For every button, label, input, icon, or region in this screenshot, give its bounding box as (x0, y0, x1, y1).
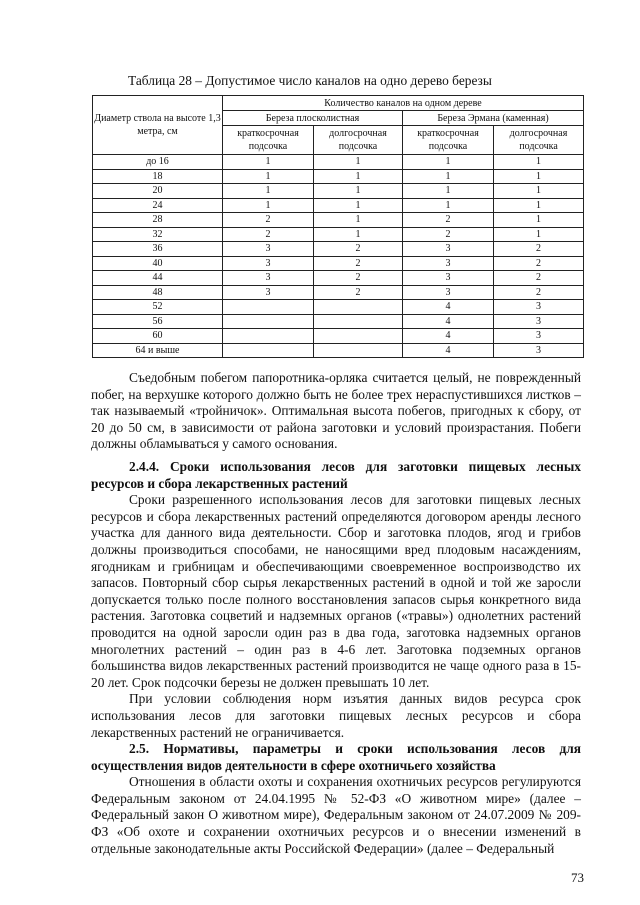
table-row (93, 242, 584, 257)
section-25 (91, 741, 581, 857)
channels-cell (314, 300, 403, 315)
subcol-header: долгосрочная подсочка (494, 126, 584, 155)
channels-cell: 2 (314, 256, 403, 271)
channels-count-header: Количество каналов на одном дереве (223, 96, 584, 111)
channels-cell: 2 (314, 285, 403, 300)
species-header-flatleaf: Береза плосколистная (223, 111, 403, 126)
channels-cell: 2 (223, 213, 314, 228)
channels-cell: 4 (403, 314, 494, 329)
channels-cell: 1 (223, 198, 314, 213)
channels-cell: 1 (403, 169, 494, 184)
paragraph: Отношения в области охоты и сохранения охотничьих ресурсов регулируются Федеральным законом от 24.04.1995 № 52-ФЗ «О животном мире» (далее – Федеральный закон О животном мире), Федеральным законом от 24.07.2009 № 209-ФЗ «Об охоте и сохранении охотничьих ресурсов и о внесении изменений в отдельные законодательные акты Российской Федерации» (далее – Федеральный (91, 774, 581, 856)
channels-cell (223, 329, 314, 344)
fern-paragraph-block (91, 370, 581, 453)
channels-cell: 2 (314, 242, 403, 257)
channels-cell (314, 314, 403, 329)
channels-cell: 1 (494, 155, 584, 170)
table-row (93, 256, 584, 271)
page-number: 73 (571, 870, 584, 885)
channels-cell: 2 (314, 271, 403, 286)
table-body (93, 155, 584, 358)
diameter-cell: 32 (93, 227, 223, 242)
subcol-header: долгосрочная подсочка (314, 126, 403, 155)
channels-cell: 2 (494, 271, 584, 286)
table-row (93, 300, 584, 315)
channels-cell: 2 (223, 227, 314, 242)
channels-cell: 1 (494, 198, 584, 213)
channels-cell: 3 (223, 285, 314, 300)
channels-cell: 1 (403, 198, 494, 213)
species-header-erman: Береза Эрмана (каменная) (403, 111, 584, 126)
table-row (93, 329, 584, 344)
table-row (93, 285, 584, 300)
subcol-header: краткосрочная подсочка (403, 126, 494, 155)
channels-cell (223, 314, 314, 329)
channels-cell: 2 (403, 213, 494, 228)
channels-cell: 4 (403, 329, 494, 344)
diameter-cell: до 16 (93, 155, 223, 170)
channels-cell: 3 (223, 271, 314, 286)
channels-cell (223, 300, 314, 315)
channels-cell: 3 (223, 242, 314, 257)
diameter-header: Диаметр ствола на высоте 1,3 метра, см (93, 96, 223, 155)
channels-cell: 2 (494, 285, 584, 300)
channels-cell: 3 (494, 300, 584, 315)
diameter-cell: 64 и выше (93, 343, 223, 358)
table-row (93, 271, 584, 286)
channels-cell: 1 (223, 155, 314, 170)
paragraph: Сроки разрешенного использования лесов для заготовки пищевых лесных ресурсов и сбора лекарственных растений определяются договором аренды лесного участка для данного вида деятельности. Сбор и заготовка плодов, ягод и грибов должны производиться способами, не наносящими вред плодовым насаждениям, ягодникам и грибницам и обеспечивающими своевременное воспроизводство их запасов. Повторный сбор сырья лекарственных растений в одной и той же заросли допускается только после полного восстановления запасов сырья конкретного вида растения. Заготовка соцветий и надземных органов («травы») однолетних растений проводится на одной заросли один раз в два года, заготовка надземных органов многолетних растений – один раз в 4-6 лет. Заготовка подземных органов большинства видов лекарственных растений производится не чаще одного раза в 15-20 лет. Срок подсочки березы не должен превышать 10 лет. (91, 492, 581, 690)
channels-cell: 1 (403, 155, 494, 170)
table-row (93, 169, 584, 184)
channels-cell: 1 (223, 169, 314, 184)
channels-cell: 1 (494, 227, 584, 242)
table-row (93, 227, 584, 242)
section-heading: 2.5. Нормативы, параметры и сроки использования лесов для осуществления видов деятельности в сфере охотничьего хозяйства (91, 741, 581, 773)
diameter-cell: 20 (93, 184, 223, 199)
diameter-cell: 18 (93, 169, 223, 184)
channels-cell: 3 (494, 343, 584, 358)
channels-cell: 1 (223, 184, 314, 199)
channels-cell: 4 (403, 343, 494, 358)
table-row (93, 213, 584, 228)
table-row (93, 343, 584, 358)
diameter-cell: 56 (93, 314, 223, 329)
table-row (93, 198, 584, 213)
channels-table (92, 95, 584, 358)
diameter-cell: 40 (93, 256, 223, 271)
section-244 (91, 459, 581, 741)
channels-cell: 3 (403, 271, 494, 286)
channels-cell: 1 (314, 213, 403, 228)
channels-cell: 3 (403, 256, 494, 271)
table-row (93, 184, 584, 199)
table-row (93, 155, 584, 170)
diameter-cell: 44 (93, 271, 223, 286)
channels-cell: 1 (314, 227, 403, 242)
channels-cell: 3 (403, 285, 494, 300)
diameter-cell: 24 (93, 198, 223, 213)
diameter-cell: 36 (93, 242, 223, 257)
channels-cell: 3 (494, 329, 584, 344)
section-heading: 2.4.4. Сроки использования лесов для заготовки пищевых лесных ресурсов и сбора лекарственных растений (91, 459, 581, 491)
channels-cell (223, 343, 314, 358)
channels-cell: 1 (494, 184, 584, 199)
table-row (93, 314, 584, 329)
channels-cell: 3 (403, 242, 494, 257)
channels-cell: 2 (494, 256, 584, 271)
channels-cell: 2 (494, 242, 584, 257)
table-caption: Таблица 28 – Допустимое число каналов на одно дерево березы (128, 73, 492, 88)
channels-cell: 1 (314, 169, 403, 184)
channels-cell: 3 (494, 314, 584, 329)
channels-cell (314, 329, 403, 344)
channels-cell: 2 (403, 227, 494, 242)
channels-cell: 1 (494, 213, 584, 228)
diameter-cell: 48 (93, 285, 223, 300)
paragraph: При условии соблюдения норм изъятия данных видов ресурса срок использования лесов для заготовки пищевых лесных ресурсов и сбора лекарственных растений не ограничивается. (91, 691, 581, 740)
channels-cell: 3 (223, 256, 314, 271)
diameter-cell: 52 (93, 300, 223, 315)
diameter-cell: 28 (93, 213, 223, 228)
channels-cell: 4 (403, 300, 494, 315)
channels-cell: 1 (403, 184, 494, 199)
paragraph: Съедобным побегом папоротника-орляка считается целый, не поврежденный побег, на верхушке которого должно быть не более трех нераспустившихся листков – так называемый «тройничок». Оптимальная высота побегов, пригодных к сбору, от 20 до 50 см, в зависимости от района заготовки и условий произрастания. Побеги должны обламываться у самого основания. (91, 370, 581, 452)
subcol-header: краткосрочная подсочка (223, 126, 314, 155)
channels-cell: 1 (314, 155, 403, 170)
channels-cell: 1 (314, 198, 403, 213)
diameter-cell: 60 (93, 329, 223, 344)
channels-cell: 1 (494, 169, 584, 184)
channels-cell (314, 343, 403, 358)
channels-cell: 1 (314, 184, 403, 199)
